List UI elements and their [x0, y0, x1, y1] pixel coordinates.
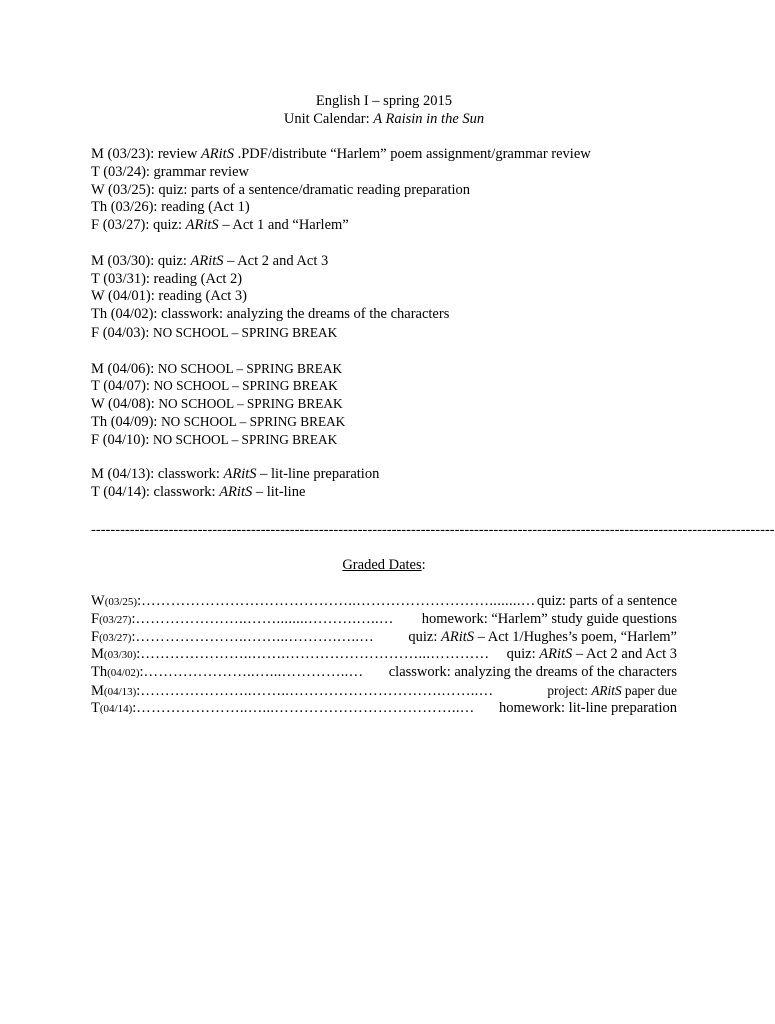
text-segment: F (04/10):	[91, 431, 154, 448]
dot-leader: …………………..……...……….…..…	[135, 628, 375, 645]
play-title: A Raisin in the Sun	[373, 111, 485, 127]
text-segment: W (04/08):	[91, 396, 159, 413]
dot-leader: ……………………………………..………………………........…	[141, 593, 536, 609]
unit-title-prefix: Unit Calendar:	[283, 111, 374, 127]
week-spacer	[91, 342, 591, 360]
graded-entry	[91, 629, 677, 647]
separator-line: ---------------------------------------------------------------------------------------------------------------------------------------------	[91, 522, 775, 538]
text-segment: NO SCHOOL – SPRING BREAK	[153, 324, 338, 340]
graded-description	[389, 664, 677, 682]
calendar-entry	[91, 395, 591, 413]
text-segment: – lit-line preparation	[256, 466, 380, 483]
graded-dates-colon: :	[421, 557, 426, 573]
graded-day: F	[91, 610, 100, 627]
text-segment: project:	[547, 682, 592, 698]
calendar-entry	[91, 413, 591, 431]
calendar-entry	[91, 288, 591, 306]
graded-description	[499, 700, 677, 718]
calendar-entry	[91, 466, 591, 484]
graded-date: (03/30)	[103, 649, 137, 662]
graded-day: F	[91, 628, 100, 645]
graded-day: T	[91, 699, 100, 716]
text-segment: NO SCHOOL – SPRING BREAK	[158, 396, 343, 412]
text-segment: M (03/23): review	[91, 146, 201, 162]
text-segment: – Act 2 and Act 3	[572, 646, 677, 663]
text-segment: M (04/06):	[91, 360, 158, 377]
graded-colon: :	[137, 593, 142, 609]
italic-title: ARitS	[190, 252, 224, 269]
text-segment: – Act 1 and “Harlem”	[218, 217, 349, 234]
graded-description	[408, 629, 677, 647]
graded-date: (03/25)	[104, 596, 138, 608]
text-segment: T (04/14): classwork:	[91, 484, 220, 501]
text-segment: classwork: analyzing the dreams of the characters	[388, 664, 677, 681]
calendar-entry	[91, 484, 591, 502]
text-segment: F (04/03):	[91, 324, 154, 341]
calendar-entry	[91, 324, 591, 342]
graded-dates-heading	[0, 557, 768, 574]
italic-title: ARitS	[185, 217, 219, 234]
calendar-entry	[91, 217, 591, 235]
text-segment: F (03/27): quiz:	[91, 217, 186, 234]
italic-title: ARitS	[591, 682, 622, 698]
text-segment: quiz: parts of a sentence	[536, 593, 677, 609]
text-segment: W (03/25): quiz: parts of a sentence/dramatic reading preparation	[91, 181, 470, 198]
text-segment: homework: lit-line preparation	[499, 699, 677, 716]
graded-description	[537, 593, 677, 611]
calendar-entry	[91, 199, 591, 217]
text-segment: T (03/24): grammar review	[91, 163, 249, 180]
text-segment: Th (03/26): reading (Act 1)	[91, 199, 250, 216]
text-segment: T (04/07):	[91, 378, 154, 395]
graded-colon: :	[131, 628, 136, 645]
graded-date: (03/27)	[99, 631, 132, 644]
graded-entry	[91, 664, 677, 682]
graded-day: Th	[91, 664, 108, 681]
graded-date: (04/13)	[103, 685, 137, 698]
italic-title: ARitS	[441, 628, 475, 645]
text-segment: quiz:	[408, 628, 442, 645]
graded-description	[422, 611, 677, 629]
week-spacer	[91, 235, 591, 253]
dot-leader: …………………..……..………………………….……..…	[140, 682, 494, 699]
text-segment: homework: “Harlem” study guide questions	[421, 610, 677, 627]
calendar-entry	[91, 431, 591, 449]
text-segment: NO SCHOOL – SPRING BREAK	[161, 413, 346, 429]
italic-title: ARitS	[223, 466, 257, 483]
graded-colon: :	[131, 610, 136, 627]
unit-title	[0, 111, 768, 128]
unit-calendar	[91, 146, 591, 502]
text-segment: NO SCHOOL – SPRING BREAK	[153, 378, 338, 394]
graded-colon: :	[136, 646, 141, 663]
graded-entry	[91, 682, 677, 700]
calendar-entry	[91, 164, 591, 182]
graded-date: (04/02)	[107, 667, 140, 680]
dot-leader: …………………..……........……….…..…	[135, 610, 394, 627]
graded-colon: :	[132, 699, 137, 716]
graded-date: (03/27)	[99, 613, 132, 626]
text-segment: T (03/31): reading (Act 2)	[91, 270, 243, 287]
graded-description	[507, 646, 677, 664]
calendar-entry	[91, 360, 591, 378]
calendar-entry	[91, 146, 591, 164]
graded-colon: :	[139, 664, 144, 681]
text-segment: – Act 2 and Act 3	[223, 252, 329, 269]
text-segment: Th (04/02): classwork: analyzing the dreams of the characters	[91, 306, 450, 323]
week-spacer	[91, 449, 591, 467]
calendar-entry	[91, 377, 591, 395]
calendar-entry	[91, 253, 591, 271]
graded-date: (04/14)	[99, 702, 133, 715]
course-title: English I – spring 2015	[315, 93, 453, 109]
text-segment: .PDF/distribute “Harlem” poem assignment/grammar review	[233, 146, 591, 162]
graded-description	[547, 682, 677, 701]
graded-day: W	[91, 593, 105, 609]
text-segment: quiz:	[506, 646, 540, 663]
graded-entry	[91, 611, 677, 629]
dot-leader: …………………..…...………………………………..…	[136, 699, 475, 716]
graded-day: M	[91, 646, 104, 663]
dot-leader: …………………..…...…………..…	[143, 664, 364, 681]
graded-entry	[91, 646, 677, 664]
text-segment: paper due	[621, 682, 677, 698]
graded-dates-list	[91, 593, 677, 718]
text-segment: Th (04/09):	[91, 413, 162, 430]
text-segment: NO SCHOOL – SPRING BREAK	[153, 431, 338, 447]
graded-entry	[91, 700, 677, 718]
graded-colon: :	[136, 682, 141, 699]
graded-dates-title: Graded Dates	[342, 557, 422, 573]
text-segment: M (04/13): classwork:	[91, 466, 224, 483]
calendar-entry	[91, 306, 591, 324]
text-segment: – lit-line	[252, 484, 306, 501]
calendar-entry	[91, 182, 591, 200]
graded-day: M	[91, 682, 104, 699]
italic-title: ARitS	[539, 646, 573, 663]
italic-title: ARitS	[219, 484, 253, 501]
dot-leader: …………………..…….………………………...…………	[140, 646, 490, 663]
text-segment: – Act 1/Hughes’s poem, “Harlem”	[474, 628, 677, 645]
text-segment: NO SCHOOL – SPRING BREAK	[157, 360, 343, 376]
text-segment: W (04/01): reading (Act 3)	[91, 288, 247, 305]
graded-entry	[91, 593, 677, 611]
text-segment: M (03/30): quiz:	[91, 252, 191, 269]
calendar-entry	[91, 271, 591, 289]
italic-title: ARitS	[200, 146, 234, 162]
